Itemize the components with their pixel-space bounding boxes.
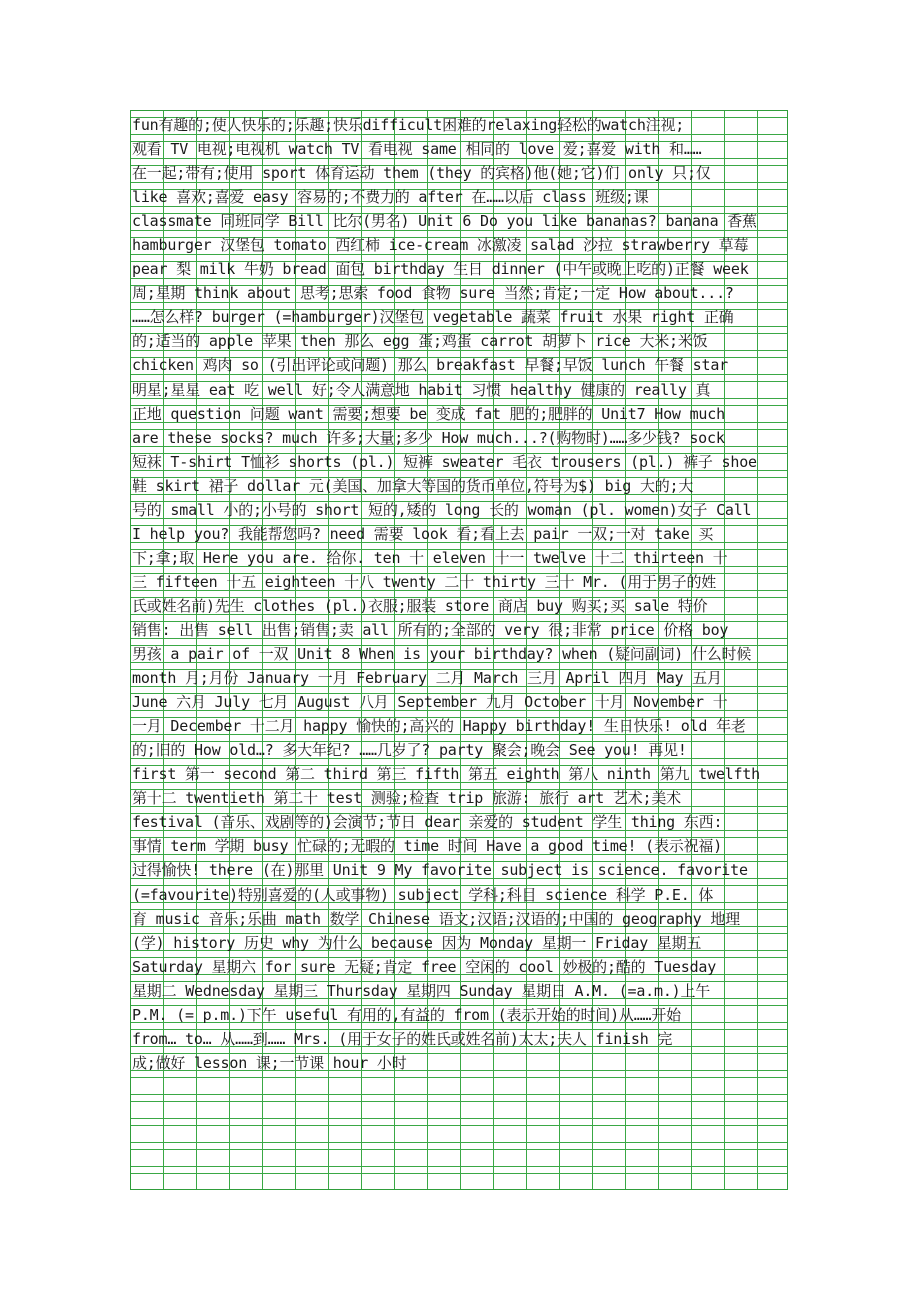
vocab-line: are these socks? much 许多;大量;多少 How much...?(购物时)……多少钱? sock	[132, 428, 725, 447]
vocab-line: festival (音乐、戏剧等的)会演节;节日 dear 亲爱的 student 学生 thing 东西:	[132, 813, 723, 832]
vocab-line: P.M. (= p.m.)下午 useful 有用的,有益的 from (表示开始的时间)从……开始	[132, 1005, 681, 1024]
grid-paper-sheet	[130, 110, 788, 1190]
vocab-line: I help you? 我能帮您吗? need 需要 look 看;看上去 pair 一双;一对 take 买	[132, 524, 714, 543]
vocab-line: classmate 同班同学 Bill 比尔(男名) Unit 6 Do you like bananas? banana 香蕉	[132, 212, 757, 231]
vocab-line: 明星;星星 eat 吃 well 好;令人满意地 habit 习惯 healthy 健康的 really 真	[132, 380, 711, 399]
vocab-line: 第十二 twentieth 第二十 test 测验;检查 trip 旅游: 旅行 art 艺术;美术	[132, 789, 681, 808]
vocab-line: 销售: 出售 sell 出售;销售;卖 all 所有的;全部的 very 很;非常 price 价格 boy	[132, 620, 729, 639]
vocab-line: 过得愉快! there (在)那里 Unit 9 My favorite subject is science. favorite	[132, 861, 748, 880]
vocab-line: 育 music 音乐;乐曲 math 数学 Chinese 语文;汉语;汉语的;中国的 geography 地理	[132, 909, 740, 928]
vocab-line: 一月 December 十二月 happy 愉快的;高兴的 Happy birthday! 生日快乐! old 年老	[132, 717, 746, 736]
vocab-line: 的;旧的 How old…? 多大年纪? ……几岁了? party 聚会;晚会 See you! 再见!	[132, 741, 687, 760]
vocab-line: from… to… 从……到…… Mrs. (用于女子的姓氏或姓名前)太太;夫人 finish 完	[132, 1029, 673, 1048]
vocab-line: (学) history 历史 why 为什么 because 因为 Monday 星期一 Friday 星期五	[132, 933, 702, 952]
vocab-line: 男孩 a pair of 一双 Unit 8 When is your birthday? when (疑问副词) 什么时候	[132, 645, 752, 664]
vocab-line: 号的 small 小的;小号的 short 短的,矮的 long 长的 woman (pl. women)女子 Call	[132, 500, 752, 519]
vocabulary-text	[131, 113, 789, 1075]
vocab-line: hamburger 汉堡包 tomato 西红柿 ice-cream 冰激凌 salad 沙拉 strawberry 草莓	[132, 236, 749, 255]
vocab-line: 星期二 Wednesday 星期三 Thursday 星期四 Sunday 星期日 A.M. (=a.m.)上午	[132, 981, 711, 1000]
vocab-line: ……怎么样? burger (=hamburger)汉堡包 vegetable 蔬菜 fruit 水果 right 正确	[132, 308, 734, 327]
vocab-line: 三 fifteen 十五 eighteen 十八 twenty 二十 thirty 三十 Mr. (用于男子的姓	[132, 572, 717, 591]
vocab-line: June 六月 July 七月 August 八月 September 九月 October 十月 November 十	[132, 693, 728, 712]
vocab-line: fun有趣的;使人快乐的;乐趣;快乐difficult困难的relaxing轻松的watch注视;	[132, 116, 685, 134]
vocab-line: 事情 term 学期 busy 忙碌的;无暇的 time 时间 Have a good time! (表示祝福)	[132, 837, 723, 856]
vocab-line: first 第一 second 第二 third 第三 fifth 第五 eighth 第八 ninth 第九 twelfth	[132, 765, 760, 784]
vocab-line: 正地 question 问题 want 需要;想要 be 变成 fat 肥的;肥胖的 Unit7 How much	[132, 404, 725, 423]
vocab-line: 观看 TV 电视;电视机 watch TV 看电视 same 相同的 love 爱;喜爱 with 和……	[132, 140, 702, 159]
vocab-line: Saturday 星期六 for sure 无疑;肯定 free 空闲的 cool 妙极的;酷的 Tuesday	[132, 957, 717, 976]
vocab-line: chicken 鸡肉 so (引出评论或问题) 那么 breakfast 早餐;早饭 lunch 午餐 star	[132, 356, 729, 375]
vocab-line: 成;做好 lesson 课;一节课 hour 小时	[132, 1053, 407, 1072]
vocab-line: 鞋 skirt 裙子 dollar 元(美国、加拿大等国的货币单位,符号为$) big 大的;大	[132, 476, 694, 495]
vocab-line: 下;拿;取 Here you are. 给你. ten 十 eleven 十一 twelve 十二 thirteen 十	[132, 548, 728, 567]
vocab-line: 的;适当的 apple 苹果 then 那么 egg 蛋;鸡蛋 carrot 胡萝卜 rice 大米;米饭	[132, 332, 708, 351]
vocab-line: 周;星期 think about 思考;思索 food 食物 sure 当然;肯定;一定 How about...?	[132, 284, 734, 303]
vocab-line: 在一起;带有;使用 sport 体育运动 them (they 的宾格)他(她;它)们 only 只;仅	[132, 164, 711, 183]
vocab-line: pear 梨 milk 牛奶 bread 面包 birthday 生日 dinner (中午或晚上吃的)正餐 week	[132, 260, 749, 279]
vocab-line: (=favourite)特别喜爱的(人或事物) subject 学科;科目 science 科学 P.E. 体	[132, 885, 714, 904]
vocab-line: 短袜 T-shirt T恤衫 shorts (pl.) 短裤 sweater 毛衣 trousers (pl.) 裤子 shoe	[132, 452, 757, 471]
vocab-line: 氏或姓名前)先生 clothes (pl.)衣服;服装 store 商店 buy 购买;买 sale 特价	[132, 596, 708, 615]
vocab-line: like 喜欢;喜爱 easy 容易的;不费力的 after 在……以后 class 班级;课	[132, 188, 649, 207]
vocab-line: month 月;月份 January 一月 February 二月 March 三月 April 四月 May 五月	[132, 669, 722, 688]
